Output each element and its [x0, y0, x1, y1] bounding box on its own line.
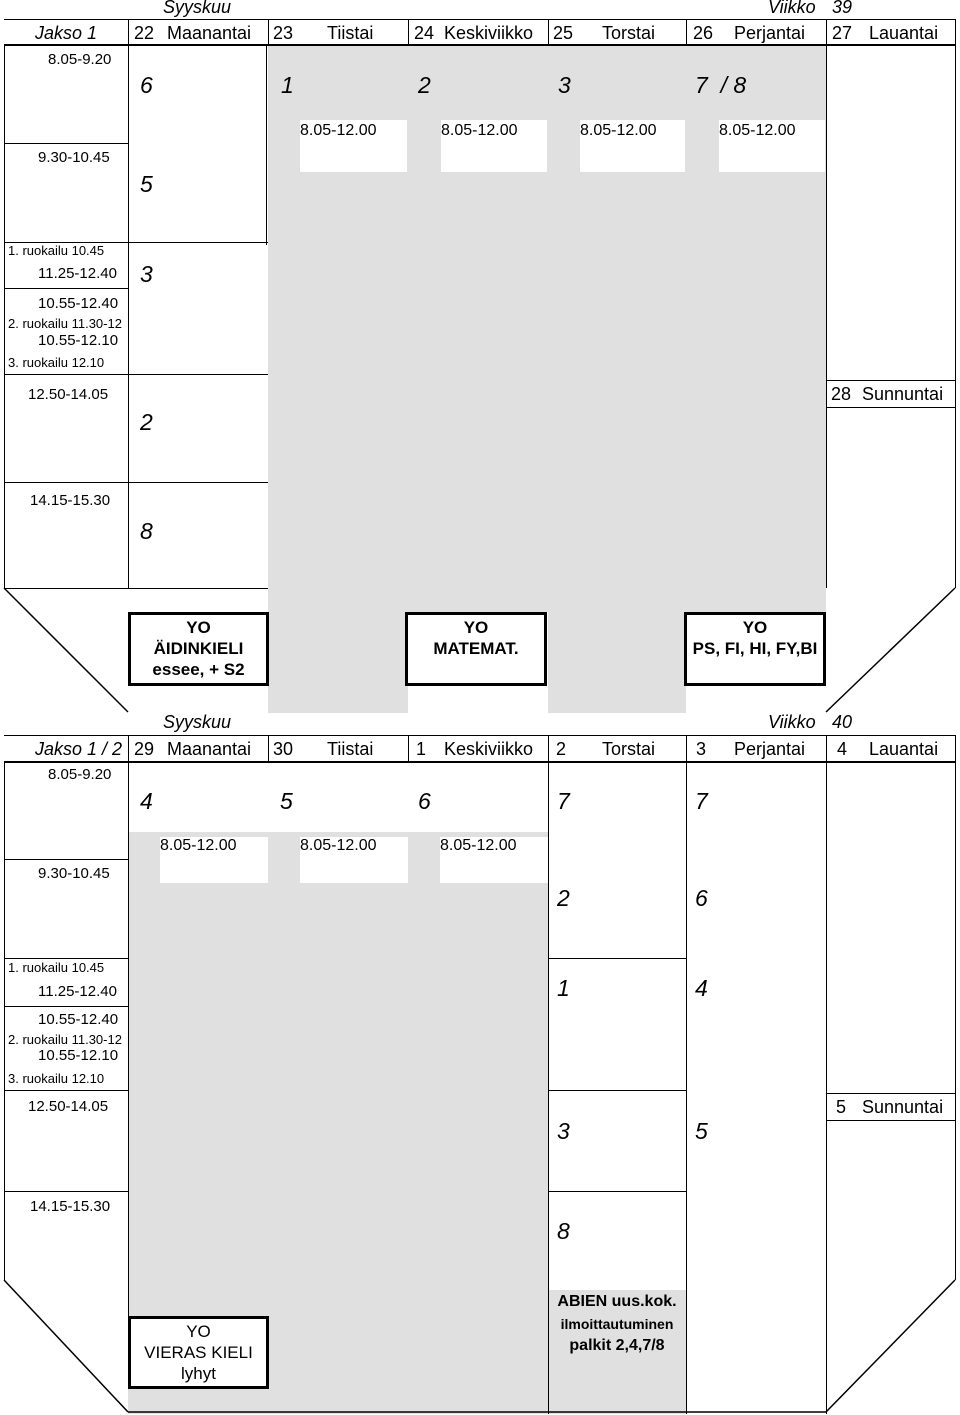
- day-name: Keskiviikko: [444, 739, 534, 759]
- yo-exam-box: YO ÄIDINKIELI essee, + S2: [128, 612, 269, 686]
- thursday-bar: 3: [558, 72, 571, 98]
- week-number: 39: [832, 0, 853, 17]
- time-slot-3a: 11.25-12.40: [38, 983, 117, 1000]
- lunch-1: 1. ruokailu 10.45: [8, 243, 105, 258]
- month-label: Syyskuu: [163, 0, 232, 17]
- lunch-1: 1. ruokailu 10.45: [8, 960, 105, 975]
- day-name: Perjantai: [734, 739, 806, 759]
- exam-time: 8.05-12.00: [300, 120, 407, 172]
- lunch-3: 3. ruokailu 12.10: [8, 355, 105, 370]
- day-name: Maanantai: [167, 23, 252, 43]
- day-name: Tiistai: [327, 739, 374, 759]
- exam-time: 8.05-12.00: [440, 837, 548, 883]
- month-label: Syyskuu: [163, 712, 232, 732]
- day-num: 27: [832, 23, 853, 43]
- day-num: 29: [134, 739, 155, 759]
- friday-block-4: 5: [695, 1118, 708, 1144]
- thursday-block-3: 1: [557, 975, 570, 1001]
- wednesday-bar: 2: [418, 72, 431, 98]
- exam-time: 8.05-12.00: [300, 837, 408, 883]
- thursday-block-5: 8: [557, 1218, 570, 1244]
- monday-block-1: 4: [140, 788, 153, 814]
- day-name: Tiistai: [327, 23, 374, 43]
- thursday-block-2: 2: [557, 885, 570, 911]
- day-num: 2: [556, 739, 567, 759]
- day-num: 4: [837, 739, 848, 759]
- wednesday-block-1: 6: [418, 788, 431, 814]
- friday-block-3: 4: [695, 975, 708, 1001]
- time-slot-4: 12.50-14.05: [28, 386, 109, 403]
- yo-exam-box: YO MATEMAT.: [405, 612, 547, 686]
- period-label: Jakso 1 / 2: [35, 739, 123, 759]
- monday-block-2: 5: [140, 171, 153, 197]
- lunch-3: 3. ruokailu 12.10: [8, 1071, 105, 1086]
- monday-block-1: 6: [140, 72, 153, 98]
- day-name: Lauantai: [869, 739, 939, 759]
- thursday-block-1: 7: [557, 788, 570, 814]
- time-slot-3c: 10.55-12.10: [38, 1047, 119, 1064]
- exam-time: 8.05-12.00: [441, 120, 547, 172]
- sunday-name: Sunnuntai: [862, 384, 944, 404]
- day-num: 30: [273, 739, 294, 759]
- day-num: 25: [553, 23, 574, 43]
- day-num: 1: [416, 739, 427, 759]
- yo-exam-box: YO PS, FI, HI, FY,BI: [684, 612, 826, 686]
- thursday-block-4: 3: [557, 1118, 570, 1144]
- monday-block-3: 3: [140, 261, 153, 287]
- exam-time: 8.05-12.00: [160, 837, 268, 883]
- exam-time: 8.05-12.00: [580, 120, 685, 172]
- day-num: 23: [273, 23, 294, 43]
- time-slot-5: 14.15-15.30: [30, 1198, 111, 1215]
- lunch-2: 2. ruokailu 11.30-12: [8, 316, 122, 331]
- week-label: Viikko: [768, 0, 816, 17]
- time-slot-3a: 11.25-12.40: [38, 265, 117, 282]
- sunday-num: 5: [836, 1097, 847, 1117]
- day-num: 26: [693, 23, 714, 43]
- yo-exam-box: YO VIERAS KIELI lyhyt: [128, 1316, 269, 1389]
- tuesday-block-1: 5: [280, 788, 293, 814]
- abien-note: ABIEN uus.kok. ilmoittautuminen palkit 2,4,7/8: [557, 1293, 677, 1354]
- week-number: 40: [832, 712, 853, 732]
- time-slot-4: 12.50-14.05: [28, 1098, 109, 1115]
- day-num: 3: [696, 739, 707, 759]
- time-slot-3c: 10.55-12.10: [38, 332, 119, 349]
- period-label: Jakso 1: [35, 23, 98, 43]
- monday-block-4: 2: [140, 409, 153, 435]
- time-slot-1: 8.05-9.20: [48, 51, 112, 68]
- day-name: Maanantai: [167, 739, 252, 759]
- exam-time: 8.05-12.00: [719, 120, 825, 172]
- day-name: Perjantai: [734, 23, 806, 43]
- friday-bar: 7 / 8: [695, 72, 747, 98]
- day-num: 24: [414, 23, 435, 43]
- time-slot-1: 8.05-9.20: [48, 766, 112, 783]
- tuesday-bar: 1: [281, 72, 294, 98]
- sunday-num: 28: [831, 384, 852, 404]
- time-slot-3b: 10.55-12.40: [38, 1011, 119, 1028]
- time-slot-2: 9.30-10.45: [38, 865, 110, 882]
- day-num: 22: [134, 23, 155, 43]
- sunday-name: Sunnuntai: [862, 1097, 944, 1117]
- lunch-2: 2. ruokailu 11.30-12: [8, 1032, 122, 1047]
- time-slot-2: 9.30-10.45: [38, 149, 110, 166]
- monday-block-5: 8: [140, 518, 153, 544]
- friday-block-1: 7: [695, 788, 708, 814]
- friday-block-2: 6: [695, 885, 708, 911]
- day-name: Torstai: [602, 23, 656, 43]
- time-slot-3b: 10.55-12.40: [38, 295, 119, 312]
- day-name: Lauantai: [869, 23, 939, 43]
- time-slot-5: 14.15-15.30: [30, 492, 111, 509]
- day-name: Keskiviikko: [444, 23, 534, 43]
- day-name: Torstai: [602, 739, 656, 759]
- week-label: Viikko: [768, 712, 816, 732]
